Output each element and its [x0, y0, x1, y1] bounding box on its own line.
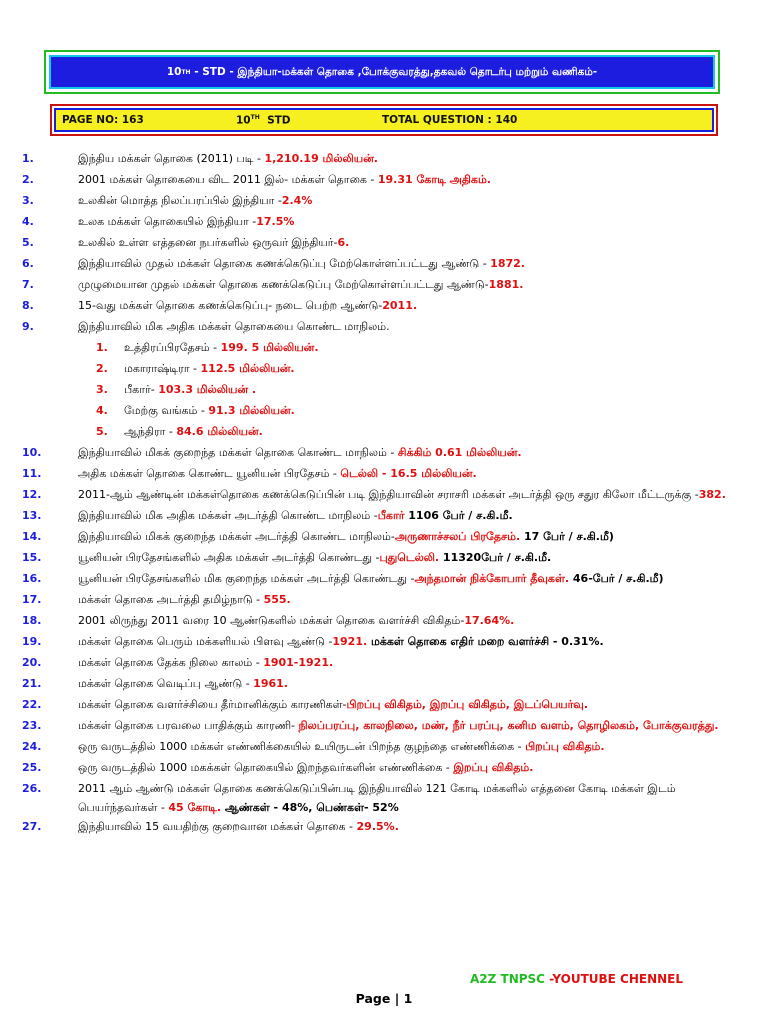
- item-question: இந்தியாவில் மிக அதிக மக்கள் தொகையை கொண்ட மாநிலம்.: [78, 320, 390, 333]
- item-question: மக்கள் தொகை தேக்க நிலை காலம் -: [78, 656, 264, 669]
- item-question: இந்தியாவில் 15 வயதிற்கு குறைவான மக்கள் தொகை -: [78, 820, 357, 833]
- item-text: [78, 590, 742, 611]
- item-question: உலகின் மொத்த நிலப்பரப்பில் இந்தியா -: [78, 194, 282, 207]
- sub-list-item: [22, 338, 742, 359]
- item-answer: நிலப்பரப்பு, காலநிலை, மண், நீர் பரப்பு, கனிம வளம், தொழிலகம், போக்குவரத்து.: [298, 719, 719, 732]
- item-number: 21.: [22, 677, 42, 690]
- item-number: 4.: [96, 404, 108, 417]
- item-answer: 45 கோடி.: [168, 801, 222, 814]
- info-bar-inner: [54, 108, 714, 132]
- item-question: இந்திய மக்கள் தொகை (2011) படி -: [78, 152, 265, 165]
- item-answer: பீகார்: [377, 509, 405, 522]
- std-number: 10: [236, 114, 251, 127]
- item-number: 19.: [22, 635, 42, 648]
- std-label: [236, 114, 291, 127]
- item-answer: 17.64%.: [464, 614, 515, 627]
- item-question: இந்தியாவில் மிக அதிக மக்கள் அடர்த்தி கொண்ட மாநிலம் -: [78, 509, 378, 522]
- list-item: [22, 590, 742, 611]
- list-item: [22, 817, 742, 838]
- question-list: [22, 149, 742, 838]
- list-item: [22, 548, 742, 569]
- item-question: யூனியன் பிரதேசங்களில் அதிக மக்கள் அடர்த்தி கொண்டது -: [78, 551, 380, 564]
- list-item: [22, 758, 742, 779]
- item-number: 20.: [22, 656, 42, 669]
- item-number: 27.: [22, 820, 42, 833]
- item-answer: அருணாச்சலப் பிரதேசம்.: [394, 530, 521, 543]
- item-question: 2011 ஆம் ஆண்டு மக்கள் தொகை கணக்கெடுப்பின்படி இந்தியாவில் 121 கோடி மக்களில் எத்தனை கோடி மக்கள் இடம் பெயர்ந்தவர்கள் -: [78, 782, 676, 814]
- title-banner-inner: [49, 55, 715, 89]
- item-text: [78, 653, 742, 674]
- list-item: [22, 212, 742, 233]
- item-number: 5.: [22, 236, 34, 249]
- item-number: 24.: [22, 740, 42, 753]
- item-number: 6.: [22, 257, 34, 270]
- item-number: 16.: [22, 572, 42, 585]
- item-text: [78, 632, 742, 653]
- item-answer: சிக்கிம் 0.61 மில்லியன்.: [397, 446, 522, 459]
- item-answer: அந்தமான் நிக்கோபார் தீவுகள்.: [414, 572, 570, 585]
- item-number: 1.: [96, 341, 108, 354]
- item-question: உலகில் உள்ள எத்தனை நபர்களில் ஒருவர் இந்தியர்-: [78, 236, 338, 249]
- item-answer: டெல்லி - 16.5 மில்லியன்.: [340, 467, 477, 480]
- item-question: உலக மக்கள் தொகையில் இந்தியா -: [78, 215, 257, 228]
- item-number: 13.: [22, 509, 42, 522]
- item-number: 7.: [22, 278, 34, 291]
- item-question: பீகார்-: [124, 383, 159, 396]
- item-number: 8.: [22, 299, 34, 312]
- item-text: [78, 317, 742, 338]
- title-banner: [44, 50, 720, 94]
- item-number: 23.: [22, 719, 42, 732]
- item-answer: 1901-1921.: [263, 656, 334, 669]
- list-item: [22, 527, 742, 548]
- footer-brand: [470, 972, 683, 986]
- item-question: 2011-ஆம் ஆண்டின் மக்கள்தொகை கணக்கெடுப்பின் படி இந்தியாவின் சராசரி மக்கள் அடர்த்தி ஒரு சதுர கிலோ மீட்டருக்கு -: [78, 488, 699, 501]
- item-number: 9.: [22, 320, 34, 333]
- page-number-label: PAGE NO: 163: [62, 114, 144, 126]
- list-item: [22, 674, 742, 695]
- item-answer: 2011.: [382, 299, 418, 312]
- item-number: 14.: [22, 530, 42, 543]
- item-number: 4.: [22, 215, 34, 228]
- item-text: [78, 716, 742, 737]
- item-question: மேற்கு வங்கம் -: [124, 404, 209, 417]
- item-question: இந்தியாவில் முதல் மக்கள் தொகை கணக்கெடுப்பு மேற்கொள்ளப்பட்டது ஆண்டு -: [78, 257, 491, 270]
- item-question: 15-வது மக்கள் தொகை கணக்கெடுப்பு- நடை பெற்ற ஆண்டு-: [78, 299, 383, 312]
- list-item: [22, 275, 742, 296]
- list-item: [22, 254, 742, 275]
- item-number: 12.: [22, 488, 42, 501]
- item-text: [124, 338, 319, 359]
- item-question: ஒரு வருடத்தில் 1000 மகக்கள் தொகையில் இறந்தவர்களின் எண்ணிக்கை -: [78, 761, 454, 774]
- item-number: 22.: [22, 698, 42, 711]
- item-question: ஆந்திரா -: [124, 425, 177, 438]
- item-number: 1.: [22, 152, 34, 165]
- item-text: [78, 296, 742, 317]
- item-answer: 2.4%: [281, 194, 313, 207]
- item-question: இந்தியாவில் மிகக் குறைந்த மக்கள் அடர்த்தி கொண்ட மாநிலம்-: [78, 530, 395, 543]
- item-text: [78, 779, 742, 817]
- item-text: [78, 149, 742, 170]
- item-number: 15.: [22, 551, 42, 564]
- item-text: [78, 254, 742, 275]
- item-text: [124, 380, 256, 401]
- list-item: [22, 443, 742, 464]
- item-answer: பிறப்பு விகிதம்.: [525, 740, 605, 753]
- item-text: [78, 695, 742, 716]
- item-text: [78, 674, 742, 695]
- item-answer: 1872.: [490, 257, 525, 270]
- list-item: [22, 569, 742, 590]
- item-answer: 6.: [337, 236, 350, 249]
- sub-list-item: [22, 380, 742, 401]
- footer-brand-name: A2Z TNPSC: [470, 972, 545, 986]
- item-answer: 91.3 மில்லியன்.: [208, 404, 295, 417]
- list-item: [22, 611, 742, 632]
- item-question: ஒரு வருடத்தில் 1000 மக்கள் எண்ணிக்கையில் உயிருடன் பிறந்த குழந்தை எண்ணிக்கை -: [78, 740, 526, 753]
- std-superscript: TH: [250, 113, 260, 121]
- item-text: [78, 275, 742, 296]
- list-item: [22, 485, 742, 506]
- item-text: [124, 422, 263, 443]
- item-question: இந்தியாவில் மிகக் குறைந்த மக்கள் தொகை கொண்ட மாநிலம் -: [78, 446, 398, 459]
- sub-list-item: [22, 359, 742, 380]
- item-text: [78, 191, 742, 212]
- item-question: மக்கள் தொகை பெரும் மக்களியல் பிளவு ஆண்டு -: [78, 635, 333, 648]
- item-text: [78, 527, 742, 548]
- item-text: [78, 758, 742, 779]
- title-std-number: 10: [166, 66, 182, 78]
- item-number: 25.: [22, 761, 42, 774]
- item-answer: புதுடெல்லி.: [379, 551, 440, 564]
- item-question: மக்கள் தொகை அடர்த்தி தமிழ்நாடு -: [78, 593, 264, 606]
- item-extra: 17 பேர் / ச.கி.மீ): [520, 530, 614, 543]
- item-answer: 17.5%: [256, 215, 295, 228]
- item-question: முழுமையான முதல் மக்கள் தொகை கணக்கெடுப்பு மேற்கொள்ளப்பட்டது ஆண்டு-: [78, 278, 489, 291]
- item-text: [78, 817, 742, 838]
- item-text: [78, 443, 742, 464]
- list-item: [22, 632, 742, 653]
- sub-list-item: [22, 422, 742, 443]
- item-number: 3.: [96, 383, 108, 396]
- item-number: 10.: [22, 446, 42, 459]
- item-answer: 103.3 மில்லியன் .: [158, 383, 257, 396]
- item-question: உத்திரப்பிரதேசம் -: [124, 341, 221, 354]
- item-answer: 199. 5 மில்லியன்.: [220, 341, 319, 354]
- total-question-label: TOTAL QUESTION : 140: [382, 114, 518, 126]
- list-item: [22, 191, 742, 212]
- item-text: [78, 548, 742, 569]
- item-text: [124, 359, 295, 380]
- list-item: [22, 779, 742, 817]
- std-text: STD: [267, 114, 291, 127]
- title-std-superscript: TH: [181, 68, 191, 76]
- item-extra: ஆண்கள் - 48%, பெண்கள்- 52%: [221, 801, 399, 814]
- item-text: [78, 737, 742, 758]
- item-answer: பிறப்பு விகிதம், இறப்பு விகிதம், இடப்பெயர்வு.: [346, 698, 589, 711]
- item-number: 11.: [22, 467, 42, 480]
- item-text: [78, 485, 742, 506]
- item-number: 17.: [22, 593, 42, 606]
- list-item: [22, 695, 742, 716]
- item-number: 5.: [96, 425, 108, 438]
- item-question: மகாராஷ்டிரா -: [124, 362, 201, 375]
- item-text: [78, 233, 742, 254]
- title-text: - STD - இந்தியா-மக்கள் தொகை ,போக்குவரத்து,தகவல் தொடர்பு மற்றும் வணிகம்-: [194, 65, 598, 78]
- item-number: 2.: [96, 362, 108, 375]
- item-extra: மக்கள் தொகை எதிர் மறை வளர்ச்சி - 0.31%.: [367, 635, 604, 648]
- sub-list-item: [22, 401, 742, 422]
- page-number-footer: Page | 1: [355, 991, 413, 1006]
- item-text: [78, 170, 742, 191]
- item-text: [78, 464, 742, 485]
- item-answer: 1921.: [332, 635, 368, 648]
- item-answer: 84.6 மில்லியன்.: [176, 425, 263, 438]
- item-number: 26.: [22, 782, 42, 795]
- item-answer: இறப்பு விகிதம்.: [453, 761, 534, 774]
- item-question: யூனியன் பிரதேசங்களில் மிக குறைந்த மக்கள் அடர்த்தி கொண்டது -: [78, 572, 415, 585]
- item-answer: 1961.: [253, 677, 288, 690]
- list-item: [22, 464, 742, 485]
- list-item: [22, 653, 742, 674]
- list-item: [22, 170, 742, 191]
- list-item: [22, 317, 742, 338]
- item-text: [78, 506, 742, 527]
- item-extra: 46-பேர் / ச.கி.மீ): [569, 572, 664, 585]
- item-text: [124, 401, 295, 422]
- item-answer: 1881.: [488, 278, 524, 291]
- item-number: 18.: [22, 614, 42, 627]
- item-number: 2.: [22, 173, 34, 186]
- item-question: மக்கள் தொகை வளர்ச்சியை தீர்மானிக்கும் காரணிகள்-: [78, 698, 347, 711]
- footer-brand-channel: -YOUTUBE CHENNEL: [545, 972, 684, 986]
- item-answer: 1,210.19 மில்லியன்.: [264, 152, 378, 165]
- item-question: அதிக மக்கள் தொகை கொண்ட யூனியன் பிரதேசம் -: [78, 467, 341, 480]
- item-question: 2001 மக்கள் தொகையை விட 2011 இல்- மக்கள் தொகை -: [78, 173, 378, 186]
- item-answer: 29.5%.: [356, 820, 399, 833]
- list-item: [22, 149, 742, 170]
- item-number: 3.: [22, 194, 34, 207]
- list-item: [22, 233, 742, 254]
- item-question: 2001 லிருந்து 2011 வரை 10 ஆண்டுகளில் மக்கள் தொகை வளர்ச்சி விகிதம்-: [78, 614, 465, 627]
- info-bar: [50, 104, 718, 136]
- item-answer: 19.31 கோடி அதிகம்.: [377, 173, 491, 186]
- item-text: [78, 611, 742, 632]
- item-extra: 1106 பேர் / ச.கி.மீ.: [404, 509, 513, 522]
- item-answer: 382.: [698, 488, 726, 501]
- item-text: [78, 212, 742, 233]
- list-item: [22, 737, 742, 758]
- list-item: [22, 716, 742, 737]
- item-extra: 11320பேர் / ச.கி.மீ.: [439, 551, 552, 564]
- list-item: [22, 296, 742, 317]
- item-question: மக்கள் தொகை பரவலை பாதிக்கும் காரணி-: [78, 719, 299, 732]
- item-answer: 555.: [263, 593, 291, 606]
- item-question: மக்கள் தொகை வெடிப்பு ஆண்டு -: [78, 677, 254, 690]
- item-answer: 112.5 மில்லியன்.: [200, 362, 295, 375]
- item-text: [78, 569, 742, 590]
- list-item: [22, 506, 742, 527]
